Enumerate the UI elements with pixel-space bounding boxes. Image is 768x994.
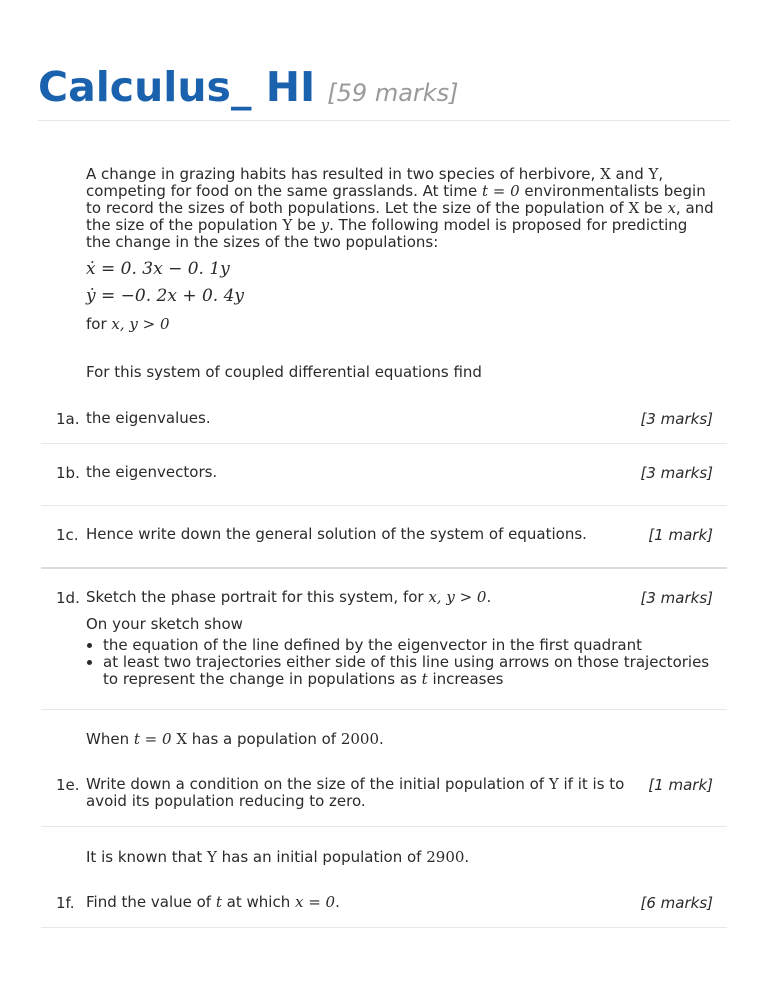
question-text <box>86 894 626 911</box>
sketch-bullet-list <box>86 637 716 688</box>
math-t: t <box>421 670 428 688</box>
stem-text: It is known that <box>86 848 207 866</box>
question-marks: [6 marks] <box>640 894 713 912</box>
total-marks: [59 marks] <box>327 79 459 107</box>
question-marks: [1 mark] <box>648 526 713 544</box>
stem-1f <box>86 848 469 866</box>
question-number: 1b. <box>56 464 80 482</box>
sketch-subtitle: On your sketch show <box>86 615 243 633</box>
math-y-species: Y <box>282 216 293 234</box>
stem-1e <box>86 730 384 748</box>
question-text: the eigenvalues. <box>86 409 211 427</box>
stem-text: has a population of <box>187 730 341 748</box>
bullet-item: • the equation of the line defined by the eigenvector in the first quadrant <box>103 637 716 654</box>
question-marks: [3 marks] <box>640 410 713 428</box>
math-condition: x, y > 0 <box>111 315 170 333</box>
intro-text: , and the size of the population <box>86 199 714 234</box>
intro-paragraph <box>86 166 716 251</box>
question-text: the eigenvectors. <box>86 463 218 481</box>
math-t: t <box>215 893 222 911</box>
question-number: 1c. <box>56 526 79 544</box>
question-number: 1e. <box>56 776 80 794</box>
bullet-text: at least two trajectories either side of this line using arrows on those trajectories to represent the change in populations as <box>103 653 710 688</box>
question-text-part: if it is to avoid its population reducing to zero. <box>86 775 625 810</box>
question-1f <box>41 884 727 928</box>
stem-text: has an initial population of <box>216 848 427 866</box>
intro-text: environmentalists begin to record the sizes of both populations. Let the size of the population of <box>86 182 706 217</box>
bullet-text: increases <box>427 670 504 688</box>
question-number: 1d. <box>56 589 80 607</box>
page-header <box>38 62 730 121</box>
question-text-part: . <box>335 893 340 911</box>
find-instruction: For this system of coupled differential equations find <box>86 363 482 381</box>
math-population: 2000 <box>340 730 380 748</box>
question-text-part: Sketch the phase portrait for this system, for <box>86 588 429 606</box>
stem-text: . <box>464 848 470 866</box>
equation-y: ẏ = −0. 2x + 0. 4y <box>86 286 245 306</box>
question-text-part: . <box>486 588 492 606</box>
math-t0: t = 0 <box>481 182 520 200</box>
question-text-part: Find the value of <box>86 893 216 911</box>
question-1d <box>41 569 727 710</box>
question-text <box>86 589 646 606</box>
math-x-species: X <box>628 199 640 217</box>
question-marks: [1 mark] <box>648 776 713 794</box>
question-text-part: at which <box>221 893 295 911</box>
math-y-species: Y <box>648 165 659 183</box>
math-condition: x, y > 0 <box>428 588 487 606</box>
math-x-zero: x = 0 <box>294 893 336 911</box>
math-y: y <box>320 216 330 234</box>
condition-line <box>86 316 716 333</box>
stem-text: When <box>86 730 134 748</box>
question-number: 1f. <box>56 894 75 912</box>
question-text <box>86 776 626 810</box>
sketch-instructions <box>86 616 716 688</box>
question-text: Hence write down the general solution of the system of equations. <box>86 525 587 543</box>
intro-text: A change in grazing habits has resulted in two species of herbivore, <box>86 165 601 183</box>
equation-x: ẋ = 0. 3x − 0. 1y <box>86 259 230 279</box>
math-x-species: X <box>176 730 187 748</box>
question-number: 1a. <box>56 410 80 428</box>
intro-text: be <box>639 199 668 217</box>
bullet-item <box>103 654 716 688</box>
page-title: Calculus_ HI <box>38 63 316 111</box>
intro-text: competing for food on the same grasslands. At time <box>86 182 482 200</box>
question-1b <box>41 444 727 506</box>
question-text-part: Write down a condition on the size of the initial population of <box>86 775 549 793</box>
question-1a <box>41 400 727 444</box>
math-y-species: Y <box>548 775 559 793</box>
question-marks: [3 marks] <box>640 589 713 607</box>
condition-text: for <box>86 315 112 333</box>
question-1e <box>41 766 727 827</box>
stem-text: . <box>379 730 384 748</box>
math-y-species: Y <box>206 848 217 866</box>
question-marks: [3 marks] <box>640 464 713 482</box>
question-1c <box>41 506 727 569</box>
math-x: x <box>667 199 676 217</box>
intro-text: and <box>610 165 649 183</box>
intro-text: . The following model is proposed for predicting the change in the sizes of the two populations: <box>86 216 688 251</box>
math-t0: t = 0 <box>133 730 172 748</box>
math-x-species: X <box>600 165 611 183</box>
intro-text: be <box>292 216 321 234</box>
intro-text: , <box>658 165 664 183</box>
math-population: 2900 <box>426 848 465 866</box>
